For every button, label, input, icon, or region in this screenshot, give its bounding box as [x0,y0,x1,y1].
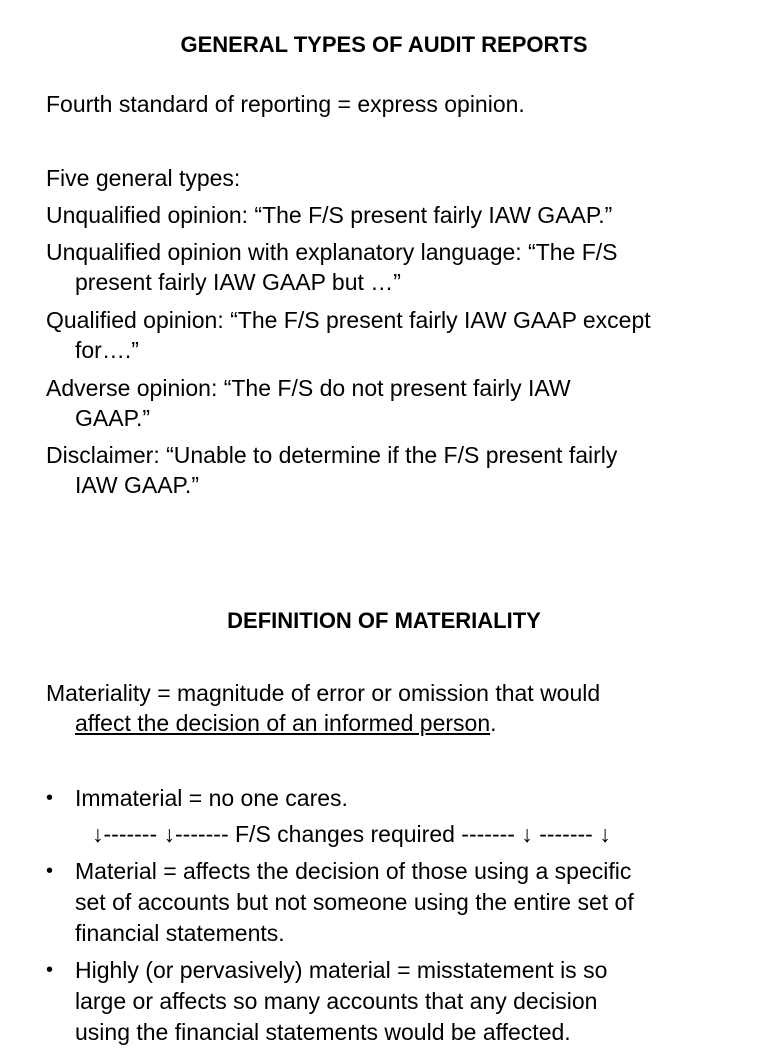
bullet-line: Material = affects the decision of those using a specific [75,858,632,884]
bullet-icon: • [46,860,54,882]
bullet-line: using the financial statements would be affected. [75,1019,571,1045]
definition-underlined-text: affect the decision of an informed person [75,710,491,736]
bullet-line: set of accounts but not someone using the entire set of [75,889,634,915]
fs-changes-arrow-line: ↓------- ↓------- F/S changes required ------- ↓ ------- ↓ [92,821,611,847]
bullet-text: Immaterial = no one cares. [75,785,348,811]
type-adverse [46,373,736,433]
type-unqualified-explanatory [46,237,736,297]
definition-line: Materiality = magnitude of error or omission that would [46,680,601,706]
type-line: Disclaimer: “Unable to determine if the F/S present fairly [46,442,618,468]
type-line-continued: present fairly IAW GAAP but …” [75,269,401,295]
section-title-materiality: DEFINITION OF MATERIALITY [227,608,541,633]
bullet-line: financial statements. [75,920,285,946]
type-line: Adverse opinion: “The F/S do not present fairly IAW [46,375,571,401]
type-line-continued: for….” [75,337,139,363]
type-line-continued: IAW GAAP.” [75,472,199,498]
bullet-icon: • [46,959,54,981]
type-line: Unqualified opinion with explanatory language: “The F/S [46,239,618,265]
definition-line-continued [46,708,736,738]
bullet-icon: • [46,787,54,809]
bullet-text [75,955,745,1048]
type-unqualified [46,200,736,230]
materiality-definition [46,678,736,738]
intro-text: Fourth standard of reporting = express opinion. [46,91,525,117]
bullet-text [75,856,745,949]
section-title-audit-reports: GENERAL TYPES OF AUDIT REPORTS [180,32,588,57]
bullet-line: Highly (or pervasively) material = misstatement is so [75,957,608,983]
type-line: Qualified opinion: “The F/S present fairly IAW GAAP except [46,307,651,333]
type-line: Unqualified opinion: “The F/S present fairly IAW GAAP.” [46,202,613,228]
type-qualified [46,305,736,365]
type-disclaimer [46,440,736,500]
bullet-line: large or affects so many accounts that any decision [75,988,598,1014]
definition-period: . [490,710,497,736]
type-line-continued: GAAP.” [75,405,150,431]
types-heading: Five general types: [46,165,241,191]
